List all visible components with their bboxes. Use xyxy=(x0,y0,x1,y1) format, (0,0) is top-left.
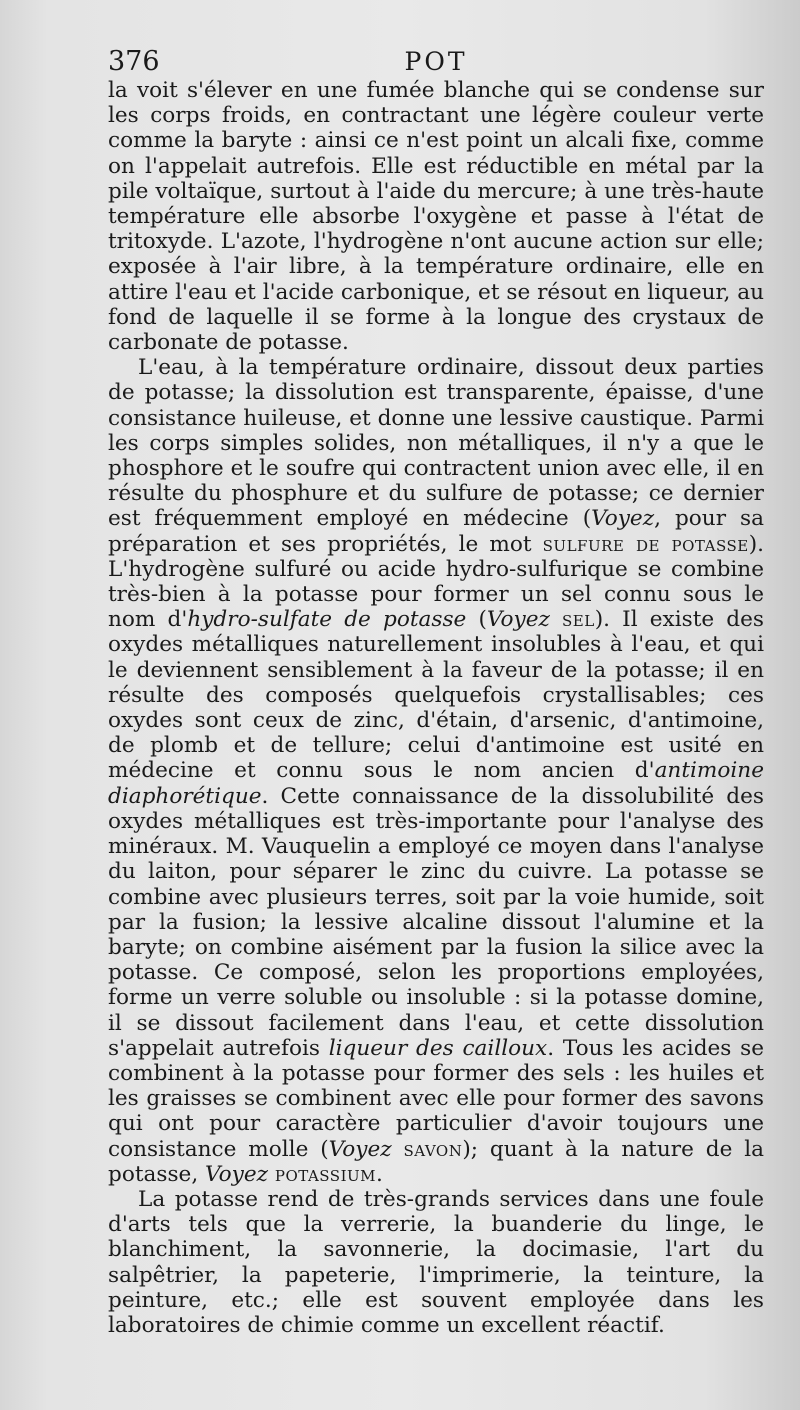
text-run: ). Il existe des oxydes métalliques naturellement insolubles à l'eau, et qui le deviennent sensiblement à la faveur de la potasse; il en résulte des composés quelquefois crystallisables; ces oxydes sont ceux de zinc, d'étain, d'arsenic, d'antimoine, de plomb et de tellure; celui d'antimoine est usité en médecine et connu sous le nom ancien d' xyxy=(108,607,764,784)
cross-reference: sel xyxy=(562,607,595,633)
text-run: L'eau, à la température ordinaire, dissout deux parties de potasse; la dissolution est transparente, épaisse, d'une consistance huileuse, et donne une lessive caustique. Parmi les corps simples solides, non métalliques, il n'y a que le phosphore et le soufre qui contractent union avec elle, il en résulte du phosphure et du sulfure de potasse; ce dernier est fréquemment employé en médecine ( xyxy=(108,355,764,532)
text-run: . Tous les acides se combinent à la potasse pour former des sels : les huiles et les graisses se combinent avec elle pour former des savons qui ont pour caractère particulier d'avoir toujours une consistance molle ( xyxy=(108,1035,764,1162)
cross-reference: sulfure de potasse xyxy=(542,531,749,557)
text-run xyxy=(392,1137,404,1162)
running-head: POT xyxy=(404,47,468,76)
italic-run: Voyez xyxy=(591,506,655,532)
page-header xyxy=(108,44,764,80)
text-run: , pour sa préparation et ses propriétés, le mot xyxy=(108,506,764,557)
italic-run: antimoine diaphorétique xyxy=(108,758,764,809)
cross-reference: savon xyxy=(403,1136,463,1162)
italic-run: Voyez xyxy=(486,607,550,633)
text-body xyxy=(108,78,764,1338)
paragraph-potasse-dissolution xyxy=(108,355,764,1187)
italic-run: hydro-sulfate de potasse xyxy=(187,607,467,633)
text-run: ( xyxy=(466,607,487,633)
italic-run: Voyez xyxy=(328,1136,392,1162)
text-run xyxy=(268,1162,275,1187)
text-run: La potasse rend de très-grands services dans une foule d'arts tels que la verrerie, la buanderie du linge, le blanchiment, la savonnerie, la docimasie, l'art du salpêtrier, la papeterie, l'imprimerie, la teinture, la peinture, etc.; elle est souvent employée dans les laboratoires de chimie comme un excellent réactif. xyxy=(108,1186,764,1338)
text-run: . xyxy=(376,1161,383,1187)
cross-reference: potassium xyxy=(274,1161,377,1187)
paragraph-potasse-uses xyxy=(108,1187,764,1338)
paragraph-continuation xyxy=(108,78,764,355)
text-run xyxy=(550,607,562,632)
italic-run: liqueur des cailloux xyxy=(328,1035,548,1061)
italic-run: Voyez xyxy=(205,1161,269,1187)
text-run: . Cette connaissance de la dissolubilité des oxydes métalliques est très-importante pour l'analyse des minéraux. M. Vauquelin a employé ce moyen dans l'analyse du laiton, pour séparer le zinc du cuivre. La potasse se combine avec plusieurs terres, soit par la voie humide, soit par la fusion; la lessive alcaline dissout l'alumine et la baryte; on combine aisément par la fusion la silice avec la potasse. Ce composé, selon les proportions employées, forme un verre soluble ou insoluble : si la potasse domine, il se dissout facilement dans l'eau, et cette dissolution s'appelait autrefois xyxy=(108,783,764,1061)
text-run: ); quant à la nature de la potasse, xyxy=(108,1136,764,1187)
text-run: la voit s'élever en une fumée blanche qui se condense sur les corps froids, en contractant une légère couleur verte comme la baryte : ainsi ce n'est point un alcali fixe, comme on l'appelait autrefois. Elle est réductible en métal par la pile voltaïque, surtout à l'aide du mercure; à une très-haute température elle absorbe l'oxygène et passe à l'état de tritoxyde. L'azote, l'hydrogène n'ont aucune action sur elle; exposée à l'air libre, à la température ordinaire, elle en attire l'eau et l'acide carbonique, et se résout en liqueur, au fond de laquelle il se forme à la longue des crystaux de carbonate de potasse. xyxy=(108,78,764,356)
text-run: ). L'hydrogène sulfuré ou acide hydro-sulfurique se combine très-bien à la potasse pour former un sel connu sous le nom d' xyxy=(108,531,764,633)
page-number: 376 xyxy=(108,46,160,77)
